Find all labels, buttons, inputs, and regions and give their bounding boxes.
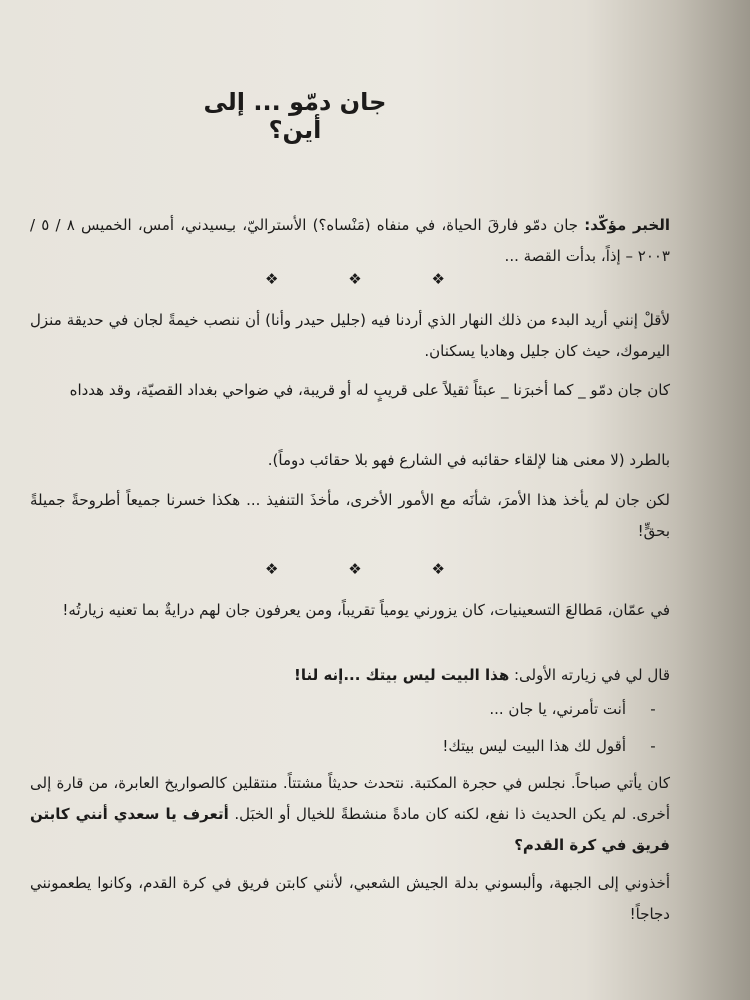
first-visit-text: قال لي في زيارته الأولى: bbox=[509, 666, 670, 684]
paragraph-execution: لكن جان لم يأخذ هذا الأمرَ، شأنَه مع الأمور الأخرى، مأخذَ التنفيذ ... هكذا خسرنا جميعاً أطروحةً جميلةً بحقٍّ! bbox=[30, 491, 670, 540]
divider-ornament-icon: ❖ bbox=[348, 270, 362, 288]
dialogue-text: أنت تأمرني، يا جان ... bbox=[489, 700, 626, 718]
paragraph-amman: في عمّان، مَطالعَ التسعينيات، كان يزورني يومياً تقريباً، ومن يعرفون جان لهم درايةٌ بما تعنيه زيارتُه! bbox=[62, 601, 670, 619]
paragraph-front: أخذوني إلى الجبهة، وألبسوني بدلة الجيش الشعبي، لأنني كابتن فريق في كرة القدم، وكانوا يطعمونني دجاجاً! bbox=[30, 874, 670, 923]
dialogue-line bbox=[30, 731, 670, 762]
captain-question: أتعرف يا سعدي أنني كابتن فريق في كرة القدم؟ bbox=[30, 805, 670, 854]
dialogue-dash: - bbox=[650, 700, 656, 718]
paragraph-first-visit bbox=[30, 660, 670, 691]
section-divider bbox=[265, 270, 445, 288]
divider-ornament-icon: ❖ bbox=[431, 270, 445, 288]
news-text: جان دمّو فارقَ الحياة، في منفاه (مَنْساه؟) الأستراليّ، بـِسيدني، أمس، الخميس ٨ / ٥ / ٢٠٠٣ – إذاً، بدأت القصة ... bbox=[30, 216, 670, 265]
divider-ornament-icon: ❖ bbox=[265, 270, 279, 288]
chapter-title: جان دمّو ... إلى أين؟ bbox=[203, 88, 387, 144]
paragraph-news bbox=[30, 210, 670, 272]
news-lead: الخبر مؤكّد: bbox=[584, 216, 670, 234]
section-divider bbox=[265, 560, 445, 578]
paragraph-tent: لأقلْ إنني أريد البدء من ذلك النهار الذي أردنا فيه (جليل حيدر وأنا) أن ننصب خيمةً لجان في حديقة منزل اليرموك، حيث كان جليل وهاديا يسكنان. bbox=[30, 311, 670, 360]
divider-ornament-icon: ❖ bbox=[348, 560, 362, 578]
paragraph-eviction: بالطرد (لا معنى هنا لإلقاء حقائبه في الشارع فهو بلا حقائب دوماً). bbox=[267, 451, 670, 469]
paragraph-mornings bbox=[30, 768, 670, 861]
dialogue-line bbox=[30, 694, 670, 725]
divider-ornament-icon: ❖ bbox=[265, 560, 279, 578]
mornings-text: كان يأتي صباحاً. نجلس في حجرة المكتبة. نتحدث حديثاً مشتتاً. منتقلين كالصواريخ العابرة، من قارة إلى أخرى. لم يكن الحديث ذا نفع، لكنه كان مادةً منشطةً للخيال أو الخبَل. bbox=[30, 774, 670, 823]
paragraph-burden: كان جان دمّو _ كما أخبرَنا _ عبئاً ثقيلاً على قريبٍ له أو قريبة، في ضواحي بغداد القصيّة، وقد هدداه bbox=[69, 381, 670, 399]
divider-ornament-icon: ❖ bbox=[431, 560, 445, 578]
first-visit-quote: هذا البيت ليس بيتك ...إنه لنا! bbox=[294, 666, 510, 684]
dialogue-dash: - bbox=[650, 737, 656, 755]
dialogue-text: أقول لك هذا البيت ليس بيتك! bbox=[442, 737, 626, 755]
